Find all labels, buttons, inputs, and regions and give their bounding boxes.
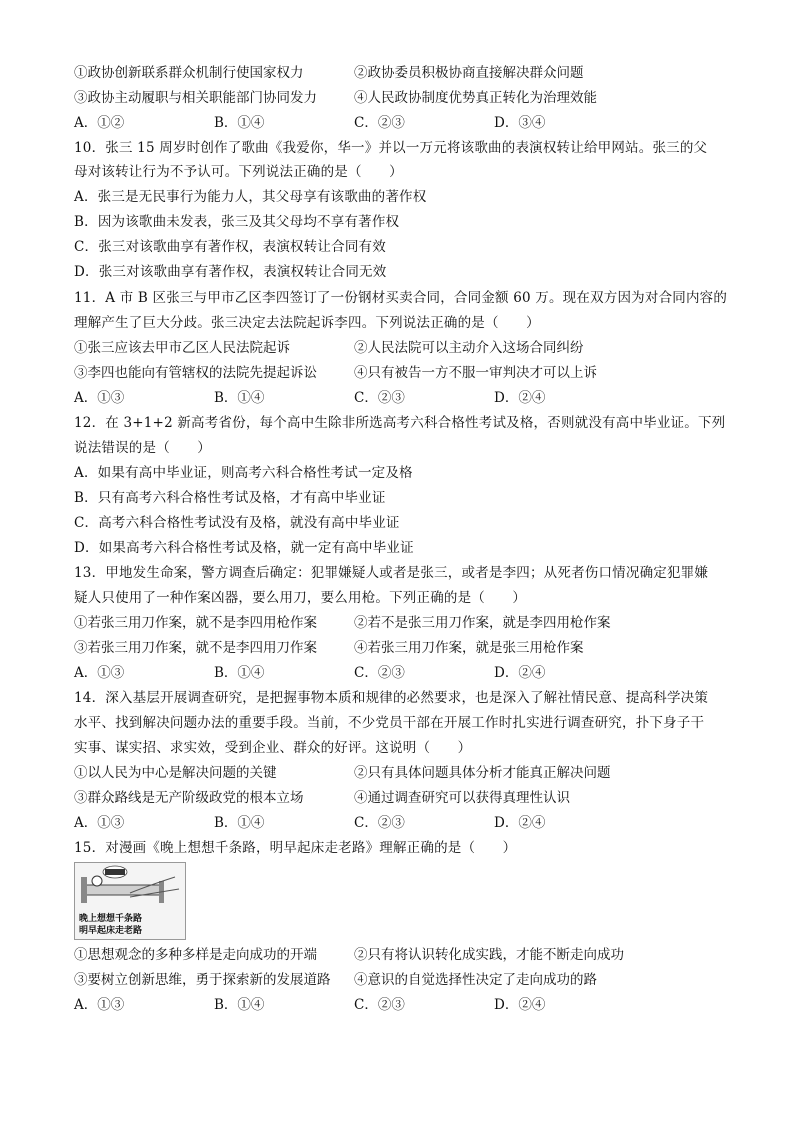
q12-stem-line2: 说法错误的是（ ） xyxy=(74,440,211,456)
q14-choice-a: A．①③ xyxy=(74,815,125,831)
q14-stem-line1: 14．深入基层开展调查研究，是把握事物本质和规律的必然要求，也是深入了解社情民意、提高科学决策 xyxy=(74,690,709,706)
q9-choice-d: D．③④ xyxy=(494,115,546,131)
q11-option-1: ①张三应该去甲市乙区人民法院起诉 xyxy=(74,340,290,356)
q9-options-row1 xyxy=(74,63,734,83)
q14-option-4: ④通过调查研究可以获得真理性认识 xyxy=(354,790,570,806)
q14-choice-d: D．②④ xyxy=(494,815,546,831)
q9-options-row2 xyxy=(74,88,734,108)
q11-answer-choices xyxy=(74,388,734,408)
q13-choice-c: C．②③ xyxy=(354,665,405,681)
q15-choice-b: B．①④ xyxy=(214,997,265,1013)
cartoon-caption-line2: 明早起床走老路 xyxy=(79,926,143,936)
q13-options-row2 xyxy=(74,638,734,658)
q10-choice-c: C．张三对该歌曲享有著作权，表演权转让合同有效 xyxy=(74,239,386,255)
q14-option-3: ③群众路线是无产阶级政党的根本立场 xyxy=(74,790,304,806)
q15-choice-a: A．①③ xyxy=(74,997,125,1013)
q11-option-4: ④只有被告一方不服一审判决才可以上诉 xyxy=(354,365,597,381)
q11-choice-b: B．①④ xyxy=(214,390,265,406)
q10-choice-a: A．张三是无民事行为能力人，其父母享有该歌曲的著作权 xyxy=(74,189,427,205)
q15-choice-c: C．②③ xyxy=(354,997,405,1013)
q10-stem-line2: 母对该转让行为不予认可。下列说法正确的是（ ） xyxy=(74,164,403,180)
cartoon-image xyxy=(74,862,186,940)
q15-stem-line1: 15．对漫画《晚上想想千条路，明早起床走老路》理解正确的是（ ） xyxy=(74,840,517,856)
q11-option-3: ③李四也能向有管辖权的法院先提起诉讼 xyxy=(74,365,317,381)
q11-options-row1 xyxy=(74,338,734,358)
q11-option-2: ②人民法院可以主动介入这场合同纠纷 xyxy=(354,340,584,356)
q14-option-1: ①以人民为中心是解决问题的关键 xyxy=(74,765,277,781)
q9-choice-c: C．②③ xyxy=(354,115,405,131)
q15-option-2: ②只有将认识转化成实践，才能不断走向成功 xyxy=(354,947,624,963)
q15-option-3: ③要树立创新思维，勇于探索新的发展道路 xyxy=(74,972,331,988)
q14-stem-line3: 实事、谋实招、求实效，受到企业、群众的好评。这说明（ ） xyxy=(74,740,472,756)
q12-choice-a: A．如果有高中毕业证，则高考六科合格性考试一定及格 xyxy=(74,465,413,481)
q13-option-4: ④若张三用刀作案，就是张三用枪作案 xyxy=(354,640,584,656)
q9-choice-a: A．①② xyxy=(74,115,125,131)
q9-option-4: ④人民政协制度优势真正转化为治理效能 xyxy=(354,90,597,106)
q15-options-row1 xyxy=(74,945,734,965)
q15-option-1: ①思想观念的多种多样是走向成功的开端 xyxy=(74,947,317,963)
q11-choice-d: D．②④ xyxy=(494,390,546,406)
q13-options-row1 xyxy=(74,613,734,633)
q15-choice-d: D．②④ xyxy=(494,997,546,1013)
q12-choice-b: B．只有高考六科合格性考试及格，才有高中毕业证 xyxy=(74,490,386,506)
q9-answer-choices xyxy=(74,113,734,133)
q13-choice-d: D．②④ xyxy=(494,665,546,681)
q13-stem-line1: 13．甲地发生命案，警方调查后确定：犯罪嫌疑人或者是张三，或者是李四；从死者伤口情况确定犯罪嫌 xyxy=(74,565,709,581)
q13-choice-a: A．①③ xyxy=(74,665,125,681)
q14-choice-b: B．①④ xyxy=(214,815,265,831)
q10-choice-d: D．张三对该歌曲享有著作权，表演权转让合同无效 xyxy=(74,264,387,280)
q11-choice-c: C．②③ xyxy=(354,390,405,406)
q14-option-2: ②只有具体问题具体分析才能真正解决问题 xyxy=(354,765,611,781)
q14-options-row2 xyxy=(74,788,734,808)
cartoon-caption-line1: 晚上想想千条路 xyxy=(79,914,143,924)
q14-options-row1 xyxy=(74,763,734,783)
q9-option-3: ③政协主动履职与相关职能部门协同发力 xyxy=(74,90,317,106)
q12-choice-d: D．如果高考六科合格性考试及格，就一定有高中毕业证 xyxy=(74,540,414,556)
q11-stem-line2: 理解产生了巨大分歧。张三决定去法院起诉李四。下列说法正确的是（ ） xyxy=(74,315,540,331)
q14-stem-line2: 水平、找到解决问题办法的重要手段。当前，不少党员干部在开展工作时扎实进行调查研究，扑下身子干 xyxy=(74,715,705,731)
q15-option-4: ④意识的自觉选择性决定了走向成功的路 xyxy=(354,972,597,988)
q9-option-1: ①政协创新联系群众机制行使国家权力 xyxy=(74,65,304,81)
q9-option-2: ②政协委员积极协商直接解决群众问题 xyxy=(354,65,584,81)
q13-answer-choices xyxy=(74,663,734,683)
q14-choice-c: C．②③ xyxy=(354,815,405,831)
q15-answer-choices xyxy=(74,995,734,1015)
q9-choice-b: B．①④ xyxy=(214,115,265,131)
q12-stem-line1: 12．在 3+1+2 新高考省份，每个高中生除非所选高考六科合格性考试及格，否则就没有高中毕业证。下列 xyxy=(74,415,726,431)
q14-answer-choices xyxy=(74,813,734,833)
q15-options-row2 xyxy=(74,970,734,990)
q11-stem-line1: 11．A 市 B 区张三与甲市乙区李四签订了一份钢材买卖合同，合同金额 60 万。现在双方因为对合同内容的 xyxy=(74,290,728,306)
q13-choice-b: B．①④ xyxy=(214,665,265,681)
q12-choice-c: C．高考六科合格性考试没有及格，就没有高中毕业证 xyxy=(74,515,400,531)
q11-choice-a: A．①③ xyxy=(74,390,125,406)
q10-choice-b: B．因为该歌曲未发表，张三及其父母均不享有著作权 xyxy=(74,214,400,230)
q13-option-1: ①若张三用刀作案，就不是李四用枪作案 xyxy=(74,615,317,631)
q13-option-2: ②若不是张三用刀作案，就是李四用枪作案 xyxy=(354,615,611,631)
q10-stem-line1: 10．张三 15 周岁时创作了歌曲《我爱你，华一》并以一万元将该歌曲的表演权转让给甲网站。张三的父 xyxy=(74,140,708,156)
q13-stem-line2: 疑人只使用了一种作案凶器，要么用刀，要么用枪。下列正确的是（ ） xyxy=(74,590,527,606)
q11-options-row2 xyxy=(74,363,734,383)
q13-option-3: ③若张三用刀作案，就不是李四用刀作案 xyxy=(74,640,317,656)
